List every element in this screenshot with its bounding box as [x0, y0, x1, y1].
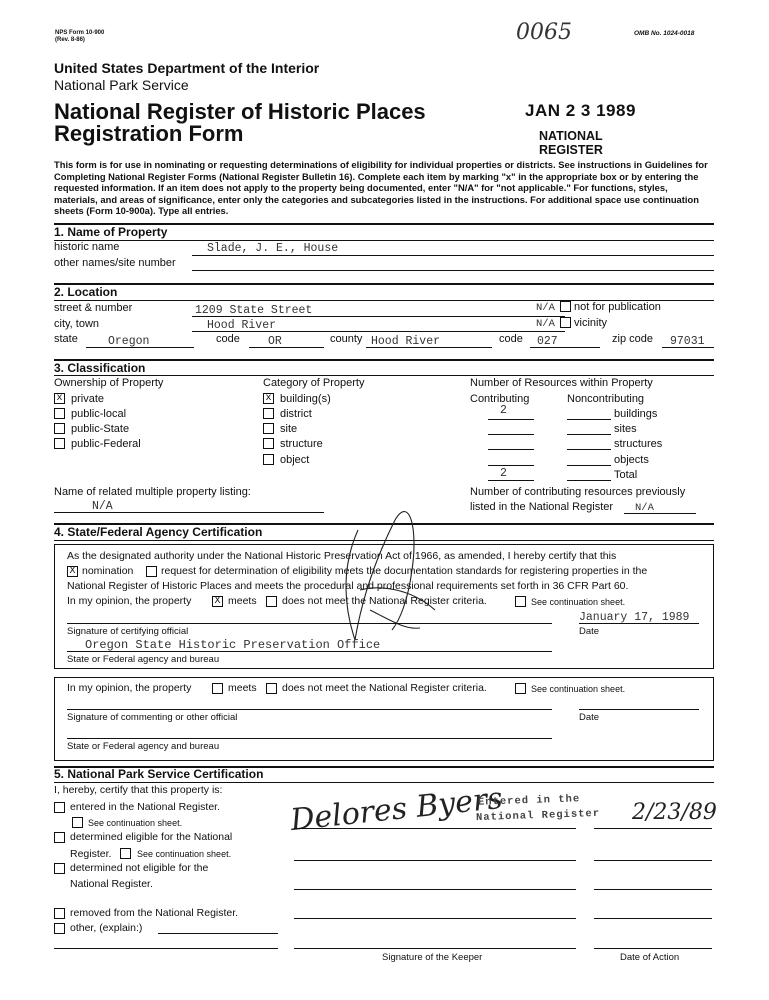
category-district-label: district	[280, 408, 312, 420]
section3-heading: 3. Classification	[54, 361, 146, 375]
noncontributing-heading: Noncontributing	[567, 393, 645, 405]
handwritten-number: 0065	[516, 20, 572, 45]
continuation-sheet-label-2: See continuation sheet.	[531, 684, 626, 694]
previously-listed-label-1: Number of contributing resources previously	[470, 486, 686, 498]
city-value[interactable]: Hood River	[207, 319, 277, 332]
does-not-meet-label-2: does not meet the National Register criteria.	[282, 682, 487, 694]
removed-checkbox[interactable]	[54, 908, 65, 919]
street-value[interactable]: 1209 State Street	[195, 304, 313, 317]
resources-heading: Number of Resources within Property	[470, 377, 653, 389]
resource-structures-label: structures	[614, 438, 663, 450]
received-stamp-date: JAN 2 3 1989	[525, 101, 636, 120]
section1-heading: 1. Name of Property	[54, 225, 168, 239]
ownership-private-label: private	[71, 393, 105, 405]
does-not-meet-checkbox[interactable]	[266, 596, 277, 607]
certification-date-label: Date	[579, 626, 600, 637]
page-subtitle: Registration Form	[54, 121, 244, 146]
date-of-action-label: Date of Action	[620, 952, 680, 963]
category-object-checkbox[interactable]	[263, 454, 274, 465]
category-structure-label: structure	[280, 438, 323, 450]
entered-label: entered in the National Register.	[70, 801, 221, 813]
not-eligible-label-1: determined not eligible for the	[70, 862, 209, 874]
certifying-signature-label: Signature of certifying official	[67, 626, 189, 637]
meets-label: meets	[228, 595, 257, 607]
continuation-sheet-checkbox-2[interactable]	[515, 683, 526, 694]
county-code-label: code	[499, 333, 523, 345]
city-na: N/A	[536, 318, 555, 330]
section5-heading: 5. National Park Service Certification	[54, 767, 264, 781]
removed-label: removed from the National Register.	[70, 907, 239, 919]
not-for-publication-checkbox[interactable]	[560, 301, 571, 312]
meets-checkbox[interactable]: X	[212, 596, 223, 607]
category-district-checkbox[interactable]	[263, 408, 274, 419]
category-buildings-checkbox[interactable]: x	[263, 393, 274, 404]
not-for-publication-label: not for publication	[574, 301, 661, 313]
continuation-sheet-label: See continuation sheet.	[531, 597, 626, 607]
form-number: NPS Form 10-900	[55, 30, 105, 36]
resource-objects-label: objects	[614, 454, 649, 466]
ownership-public-state-label: public-State	[71, 423, 130, 435]
intro-instructions: This form is for use in nominating or requesting determinations of eligibility for individual properties or districts. See instructions in Guidelines for Completing National Register Forms (National Register Bulletin 16). Complete each item by marking "x" in the appropriate box or by entering the requested information. If an item does not apply to the property being documented, enter "N/A" for "not applicable." For functions, styles, materials, and areas of significance, enter only the categories and subcategories listed in the instructions. For additional space use continuation sheets (Form 10-900a). Type all entries.	[54, 159, 708, 217]
ownership-public-federal-label: public-Federal	[71, 438, 141, 450]
other-checkbox[interactable]	[54, 923, 65, 934]
keeper-signature: Delores Byers	[288, 780, 505, 839]
determined-eligible-label-2: Register.	[70, 848, 112, 860]
entered-continuation-label: See continuation sheet.	[88, 818, 183, 828]
cert-line-3: National Register of Historic Places and meets the procedural and professional requirements set forth in 36 CFR Part 60.	[67, 580, 629, 592]
street-label: street & number	[54, 302, 133, 314]
meets-label-2: meets	[228, 682, 257, 694]
related-listing-value[interactable]: N/A	[92, 500, 113, 513]
meets-checkbox-2[interactable]	[212, 683, 223, 694]
cert-line-1: As the designated authority under the National Historic Preservation Act of 1966, as amended, I hereby certify that this	[67, 550, 617, 562]
historic-name-label: historic name	[54, 241, 120, 253]
certify-line: I, hereby, certify that this property is:	[54, 784, 223, 796]
ownership-public-state-checkbox[interactable]	[54, 423, 65, 434]
other-names-label: other names/site number	[54, 257, 176, 269]
state-code-label: code	[216, 333, 240, 345]
service: National Park Service	[54, 77, 189, 93]
does-not-meet-label: does not meet the National Register criteria.	[282, 595, 487, 607]
commenting-signature-label: Signature of commenting or other official	[67, 712, 238, 723]
agency-label-2: State or Federal agency and bureau	[67, 741, 220, 752]
request-determination-checkbox[interactable]	[146, 566, 157, 577]
county-label: county	[330, 333, 363, 345]
section4-heading: 4. State/Federal Agency Certification	[54, 525, 263, 539]
entered-stamp-line2: National Register	[475, 807, 601, 825]
buildings-contributing-value[interactable]: 2	[500, 404, 507, 417]
vicinity-label: vicinity	[574, 317, 608, 329]
agency-value[interactable]: Oregon State Historic Preservation Office	[85, 638, 381, 652]
agency-label: State or Federal agency and bureau	[67, 654, 220, 665]
nomination-checkbox[interactable]: X	[67, 566, 78, 577]
omb-number: OMB No. 1024-0018	[634, 30, 695, 37]
certifying-official-signature	[300, 490, 450, 655]
resource-sites-label: sites	[614, 423, 637, 435]
opinion-prefix-2: In my opinion, the property	[67, 682, 192, 694]
ownership-public-local-checkbox[interactable]	[54, 408, 65, 419]
commenting-date-label: Date	[579, 712, 600, 723]
ownership-private-checkbox[interactable]: x	[54, 393, 65, 404]
category-buildings-label: building(s)	[280, 393, 331, 405]
keeper-signature-label: Signature of the Keeper	[382, 952, 483, 963]
state-code-value[interactable]: OR	[268, 335, 282, 348]
vicinity-checkbox[interactable]	[560, 317, 571, 328]
ownership-public-federal-checkbox[interactable]	[54, 438, 65, 449]
resource-total-label: Total	[614, 469, 638, 481]
form-revision: (Rev. 8-86)	[55, 37, 85, 43]
other-label: other, (explain:)	[70, 922, 143, 934]
contributing-heading: Contributing	[470, 393, 530, 405]
determined-eligible-checkbox[interactable]	[54, 832, 65, 843]
entered-stamp-line1: Entered in the	[477, 793, 581, 809]
historic-name-value[interactable]: Slade, J. E., House	[207, 242, 339, 255]
previously-listed-label-2: listed in the National Register	[470, 501, 614, 513]
zip-label: zip code	[612, 333, 653, 345]
ownership-public-local-label: public-local	[71, 408, 127, 420]
received-stamp-line1: NATIONAL	[539, 129, 603, 143]
zip-value[interactable]: 97031	[670, 335, 705, 348]
action-date-value: 2/23/89	[632, 800, 717, 825]
continuation-sheet-checkbox[interactable]	[515, 596, 526, 607]
opinion-prefix: In my opinion, the property	[67, 595, 192, 607]
ownership-heading: Ownership of Property	[54, 377, 164, 389]
state-value[interactable]: Oregon	[108, 335, 150, 348]
section2-heading: 2. Location	[54, 285, 118, 299]
county-code-value[interactable]: 027	[537, 335, 558, 348]
page-title: National Register of Historic Places	[54, 99, 426, 124]
nomination-label: nomination	[82, 565, 134, 577]
received-stamp-line2: REGISTER	[539, 143, 603, 157]
category-heading: Category of Property	[263, 377, 365, 389]
does-not-meet-checkbox-2[interactable]	[266, 683, 277, 694]
certification-date-value[interactable]: January 17, 1989	[579, 611, 690, 624]
category-site-checkbox[interactable]	[263, 423, 274, 434]
previously-listed-value[interactable]: N/A	[635, 502, 654, 514]
city-label: city, town	[54, 318, 100, 330]
eligible-continuation-label: See continuation sheet.	[137, 849, 232, 859]
determined-eligible-label-1: determined eligible for the National	[70, 831, 233, 843]
category-structure-checkbox[interactable]	[263, 438, 274, 449]
entered-checkbox[interactable]	[54, 802, 65, 813]
eligible-continuation-checkbox[interactable]	[120, 848, 131, 859]
department: United States Department of the Interior	[54, 60, 320, 76]
not-eligible-checkbox[interactable]	[54, 863, 65, 874]
state-label: state	[54, 333, 78, 345]
cert-line-2: request for determination of eligibility meets the documentation standards for registering properties in the	[161, 565, 648, 577]
category-site-label: site	[280, 423, 298, 435]
related-listing-label: Name of related multiple property listing:	[54, 486, 251, 498]
county-value[interactable]: Hood River	[371, 335, 441, 348]
entered-continuation-checkbox[interactable]	[72, 817, 83, 828]
total-contributing-value[interactable]: 2	[500, 467, 507, 480]
not-eligible-label-2: National Register.	[70, 878, 153, 890]
street-na: N/A	[536, 302, 555, 314]
category-object-label: object	[280, 454, 310, 466]
resource-buildings-label: buildings	[614, 408, 658, 420]
